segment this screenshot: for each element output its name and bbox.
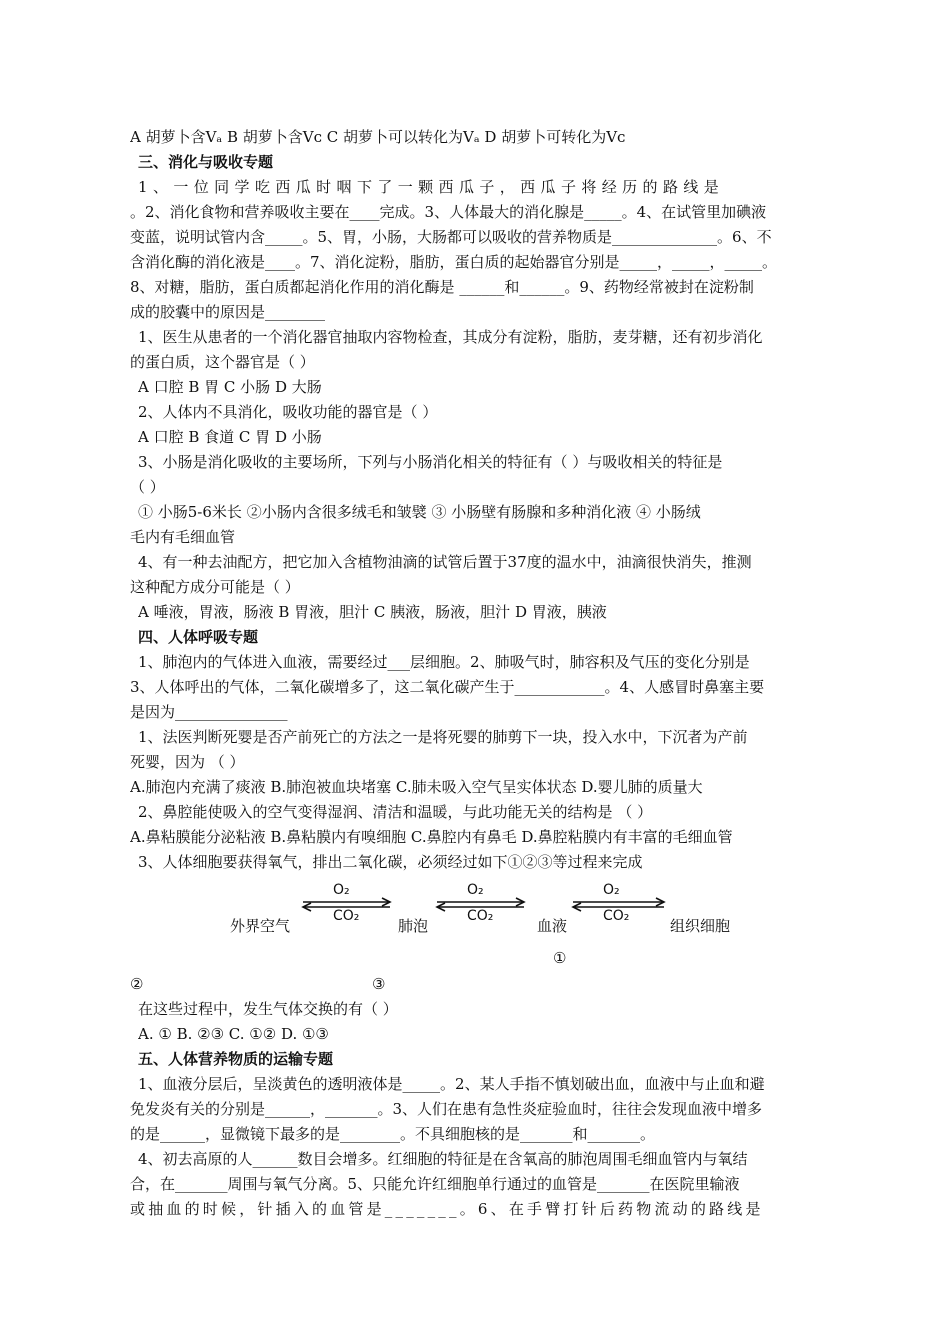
- choice-question: 1、医生从患者的一个消化器官抽取内容物检查，其成分有淀粉，脂肪，麦芽糖，还有初步消化: [138, 328, 763, 346]
- answer-options-line: A 口腔 B 胃 C 小肠 D 大肠: [138, 378, 322, 396]
- fill-blank-question: 8、对糖，脂肪，蛋白质都起消化作用的消化酶是 ______和______。9、药物经常被封在淀粉制: [130, 278, 754, 296]
- fill-blank-question: 的是______，显微镜下最多的是________。不具细胞核的是_______和_______。: [130, 1125, 656, 1143]
- arrow-pair-alveoli-blood: [437, 898, 524, 911]
- fill-blank-question: 变蓝，说明试管内含_____。5、胃，小肠，大肠都可以吸收的营养物质是______________。6、不: [130, 228, 772, 246]
- answer-options-line: ① 小肠5-6米长 ②小肠内含很多绒毛和皱襞 ③ 小肠壁有肠腺和多种消化液 ④ 小肠绒: [138, 503, 701, 521]
- o2-label: O₂: [333, 882, 350, 898]
- choice-question: 1、法医判断死婴是否产前死亡的方法之一是将死婴的肺剪下一块，投入水中，下沉者为产前: [138, 728, 748, 746]
- fill-blank-question: 3、人体呼出的气体，二氧化碳增多了，这二氧化碳产生于____________。4、人感冒时鼻塞主要: [130, 678, 765, 696]
- exchange-arrows: [0, 878, 950, 938]
- fill-blank-question: 。2、消化食物和营养吸收主要在____完成。3、人体最大的消化腺是_____。4、在试管里加碘液: [130, 203, 767, 221]
- fill-blank-question: 合，在_______周围与氧气分离。5、只能允许红细胞单行通过的血管是_______在医院里输液: [130, 1175, 740, 1193]
- fill-blank-question: 1、血液分层后，呈淡黄色的透明液体是_____。2、某人手指不慎划破出血，血液中与止血和避: [138, 1075, 765, 1093]
- fill-blank-question: 含消化酶的消化液是____。7、消化淀粉，脂肪，蛋白质的起始器官分别是_____，_____，_____。: [130, 253, 778, 271]
- co2-label: CO₂: [467, 908, 494, 924]
- answer-options-line: A.肺泡内充满了痰液 B.肺泡被血块堵塞 C.肺未吸入空气呈实体状态 D.婴儿肺的质量大: [130, 778, 703, 796]
- choice-question: 3、小肠是消化吸收的主要场所，下列与小肠消化相关的特征有（ ）与吸收相关的特征是: [138, 453, 723, 471]
- step-1-label: ①: [553, 949, 567, 967]
- o2-label: O₂: [467, 882, 484, 898]
- node-blood: 血液: [537, 917, 568, 935]
- choice-question: 2、鼻腔能使吸入的空气变得湿润、清洁和温暖，与此功能无关的结构是 （ ）: [138, 803, 653, 821]
- choice-question: 死婴，因为 （ ）: [130, 753, 245, 771]
- fill-blank-question: 4、初去高原的人______数目会增多。红细胞的特征是在含氧高的肺泡周围毛细血管内与氧结: [138, 1150, 748, 1168]
- choice-question: 2、人体内不具消化，吸收功能的器官是（ ）: [138, 403, 438, 421]
- gas-exchange-diagram: [0, 878, 950, 998]
- choice-question: 这种配方成分可能是（ ）: [130, 578, 300, 596]
- choice-question: （ ）: [130, 478, 165, 496]
- arrow-pair-air-alveoli: [303, 898, 390, 911]
- fill-blank-question: 是因为_______________: [130, 703, 288, 721]
- section-heading-respiration: 四、人体呼吸专题: [138, 628, 259, 646]
- step-2-label: ②: [130, 975, 144, 993]
- node-alveoli: 肺泡: [398, 917, 429, 935]
- answer-options-line: 毛内有毛细血管: [130, 528, 236, 546]
- fill-blank-question: 或抽血的时候，针插入的血管是_______。6、在手臂打针后药物流动的路线是: [130, 1200, 764, 1218]
- answer-options-line: A 唾液，胃液，肠液 B 胃液，胆汁 C 胰液，肠液，胆汁 D 胃液，胰液: [138, 603, 607, 621]
- answer-options-line: A. ① B. ②③ C. ①② D. ①③: [138, 1025, 329, 1043]
- answer-options-line: A 口腔 B 食道 C 胃 D 小肠: [138, 428, 322, 446]
- answer-options-line: A 胡萝卜含Vₐ B 胡萝卜含Vᴄ C 胡萝卜可以转化为Vₐ D 胡萝卜可转化为Vᴄ: [130, 128, 626, 146]
- node-tissue-cells: 组织细胞: [670, 917, 731, 935]
- co2-label: CO₂: [603, 908, 630, 924]
- arrow-pair-blood-tissue: [573, 898, 664, 911]
- choice-question: 3、人体细胞要获得氧气，排出二氧化碳，必须经过如下①②③等过程来完成: [138, 853, 643, 871]
- step-3-label: ③: [372, 975, 386, 993]
- o2-label: O₂: [603, 882, 620, 898]
- fill-blank-question: 1、肺泡内的气体进入血液，需要经过___层细胞。2、肺吸气时，肺容积及气压的变化分别是: [138, 653, 750, 671]
- fill-blank-question: 成的胶囊中的原因是________: [130, 303, 326, 321]
- fill-blank-question: 1、一位同学吃西瓜时咽下了一颗西瓜子，西瓜子将经历的路线是: [138, 178, 725, 196]
- co2-label: CO₂: [333, 908, 360, 924]
- choice-question: 的蛋白质，这个器官是（ ）: [130, 353, 315, 371]
- section-heading-transport: 五、人体营养物质的运输专题: [138, 1050, 334, 1068]
- choice-question: 在这些过程中，发生气体交换的有（ ）: [138, 1000, 398, 1018]
- section-heading-digestion: 三、消化与吸收专题: [138, 153, 274, 171]
- node-outside-air: 外界空气: [230, 917, 291, 935]
- fill-blank-question: 免发炎有关的分别是______，_______。3、人们在患有急性炎症验血时，往往会发现血液中增多: [130, 1100, 763, 1118]
- choice-question: 4、有一种去油配方，把它加入含植物油滴的试管后置于37度的温水中，油滴很快消失，推测: [138, 553, 752, 571]
- answer-options-line: A.鼻粘膜能分泌粘液 B.鼻粘膜内有嗅细胞 C.鼻腔内有鼻毛 D.鼻腔粘膜内有丰富的毛细血管: [130, 828, 733, 846]
